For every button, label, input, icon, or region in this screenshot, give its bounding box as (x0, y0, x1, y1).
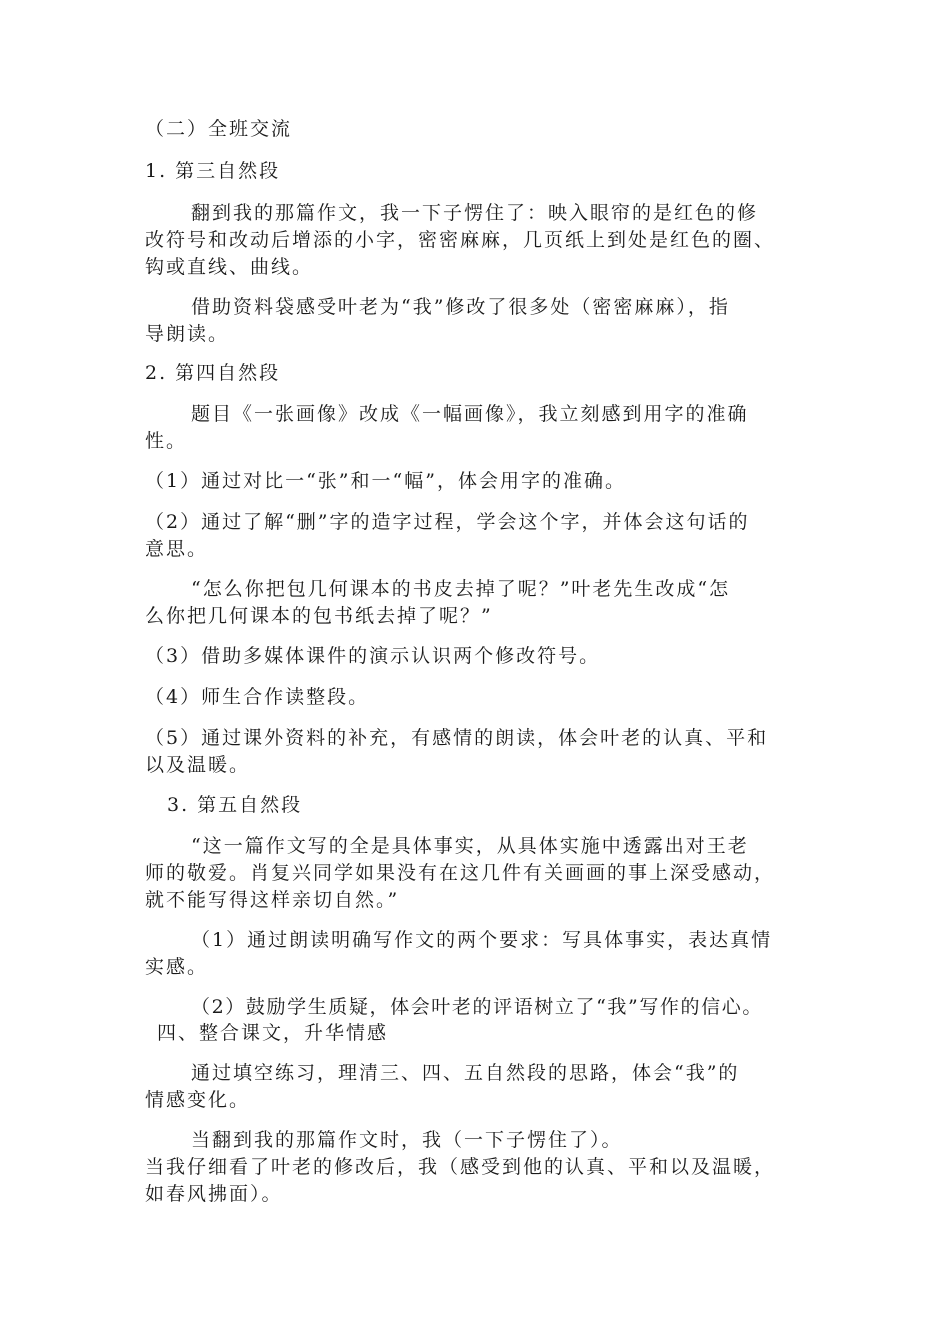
list-item: （5）通过课外资料的补充，有感情的朗读，体会叶老的认真、平和 (145, 727, 769, 749)
quote-line: “这一篇作文写的全是具体事实，从具体实施中透露出对王老 (191, 835, 749, 857)
body-line: 通过填空练习，理清三、四、五自然段的思路，体会“我”的 (191, 1062, 740, 1084)
fill-in-line: 当翻到我的那篇作文时，我（一下子愣住了）。 (191, 1129, 623, 1151)
quote-line: 师的敬爱。肖复兴同学如果没有在这几件有关画画的事上深受感动， (145, 862, 776, 884)
subheading-paragraph-4: 2. 第四自然段 (145, 362, 281, 384)
list-item: （2）鼓励学生质疑，体会叶老的评语树立了“我”写作的信心。 (191, 996, 763, 1018)
quote-line: 就不能写得这样亲切自然。” (145, 889, 400, 911)
quote-line: “怎么你把包几何课本的书皮去掉了呢？”叶老先生改成“怎 (191, 578, 731, 600)
list-item: （3）借助多媒体课件的演示认识两个修改符号。 (145, 645, 601, 667)
list-item: （1）通过对比一“张”和一“幅”，体会用字的准确。 (145, 470, 626, 492)
quote-line: 性。 (145, 430, 188, 452)
quote-line: 翻到我的那篇作文，我一下子愣住了：映入眼帘的是红色的修 (191, 202, 759, 224)
quote-line: 钩或直线、曲线。 (145, 256, 314, 278)
body-line: 借助资料袋感受叶老为“我”修改了很多处（密密麻麻），指 (191, 296, 730, 318)
quote-line: 改符号和改动后增添的小字，密密麻麻，几页纸上到处是红色的圈、 (145, 229, 776, 251)
subheading-paragraph-3: 1. 第三自然段 (145, 160, 281, 182)
section-heading-integrate: 四、整合课文，升华情感 (157, 1022, 389, 1044)
list-item: （2）通过了解“删”字的造字过程，学会这个字，并体会这句话的 (145, 511, 750, 533)
section-heading-class-discussion: （二）全班交流 (145, 118, 293, 140)
subheading-paragraph-5: 3. 第五自然段 (167, 794, 303, 816)
body-line: 导朗读。 (145, 323, 230, 345)
fill-in-line: 如春风拂面）。 (145, 1183, 283, 1205)
list-item: 以及温暖。 (145, 754, 251, 776)
body-line: 情感变化。 (145, 1089, 251, 1111)
list-item: （1）通过朗读明确写作文的两个要求：写具体事实，表达真情 (191, 929, 773, 951)
list-item: 实感。 (145, 956, 209, 978)
list-item: （4）师生合作读整段。 (145, 686, 370, 708)
quote-line: 题目《一张画像》改成《一幅画像》，我立刻感到用字的准确 (191, 403, 749, 425)
fill-in-line: 当我仔细看了叶老的修改后，我（感受到他的认真、平和以及温暖， (145, 1156, 776, 1178)
list-item: 意思。 (145, 538, 209, 560)
quote-line: 么你把几何课本的包书纸去掉了呢？” (145, 605, 493, 627)
